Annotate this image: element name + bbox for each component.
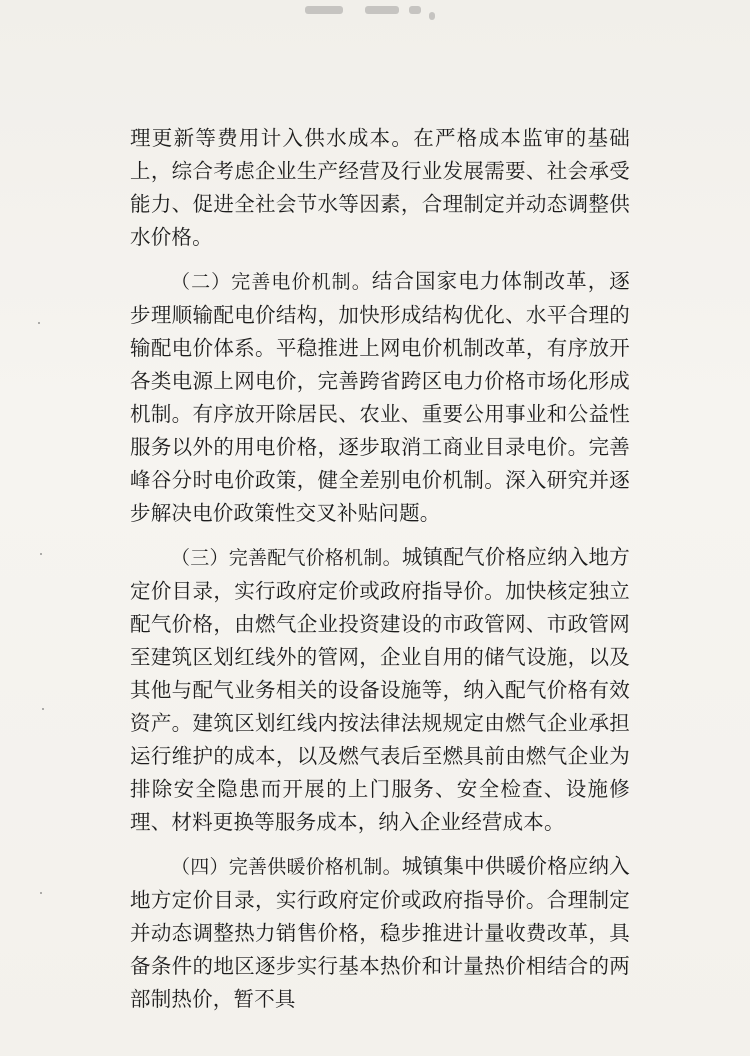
section-heading: （四）完善供暖价格机制。 — [171, 856, 402, 878]
paragraph-heating-pricing — [130, 850, 630, 1016]
paragraph-text: 城镇配气价格应纳入地方定价目录，实行政府定价或政府指导价。加快核定独立配气价格，由燃气企业投资建设的市政管网、市政管网至建筑区划红线外的管网，企业自用的储气设施，以及其他与配气业务相关的设备设施等，纳入配气价格有效资产。建筑区划红线内按法律法规规定由燃气企业承担运行维护的成本，以及燃气表后至燃具前由燃气企业为排除安全隐患而开展的上门服务、安全检查、设施修理、材料更换等服务成本，纳入企业经营成本。 — [130, 545, 630, 834]
section-heading: （二）完善电价机制。 — [171, 271, 372, 293]
margin-speck — [42, 708, 44, 710]
scan-artifact — [305, 0, 465, 28]
paragraph-text: 理更新等费用计入供水成本。在严格成本监审的基础上，综合考虑企业生产经营及行业发展需要、社会承受能力、促进全社会节水等因素，合理制定并动态调整供水价格。 — [130, 126, 630, 249]
document-body — [130, 122, 630, 1027]
paragraph-gas-distribution-pricing — [130, 541, 630, 839]
margin-speck — [38, 322, 40, 324]
paragraph-water-pricing — [130, 122, 630, 254]
paragraph-electricity-pricing — [130, 265, 630, 530]
section-heading: （三）完善配气价格机制。 — [171, 547, 402, 569]
paragraph-text: 城镇集中供暖价格应纳入地方定价目录，实行政府定价或政府指导价。合理制定并动态调整热力销售价格，稳步推进计量收费改革，具备条件的地区逐步实行基本热价和计量热价相结合的两部制热价，暂不具 — [130, 854, 630, 1011]
margin-speck — [40, 553, 42, 555]
paragraph-text: 结合国家电力体制改革，逐步理顺输配电价结构，加快形成结构优化、水平合理的输配电价体系。平稳推进上网电价机制改革，有序放开各类电源上网电价，完善跨省跨区电力价格市场化形成机制。有序放开除居民、农业、重要公用事业和公益性服务以外的用电价格，逐步取消工商业目录电价。完善峰谷分时电价政策，健全差别电价机制。深入研究并逐步解决电价政策性交叉补贴问题。 — [130, 269, 630, 525]
margin-speck — [40, 892, 42, 894]
